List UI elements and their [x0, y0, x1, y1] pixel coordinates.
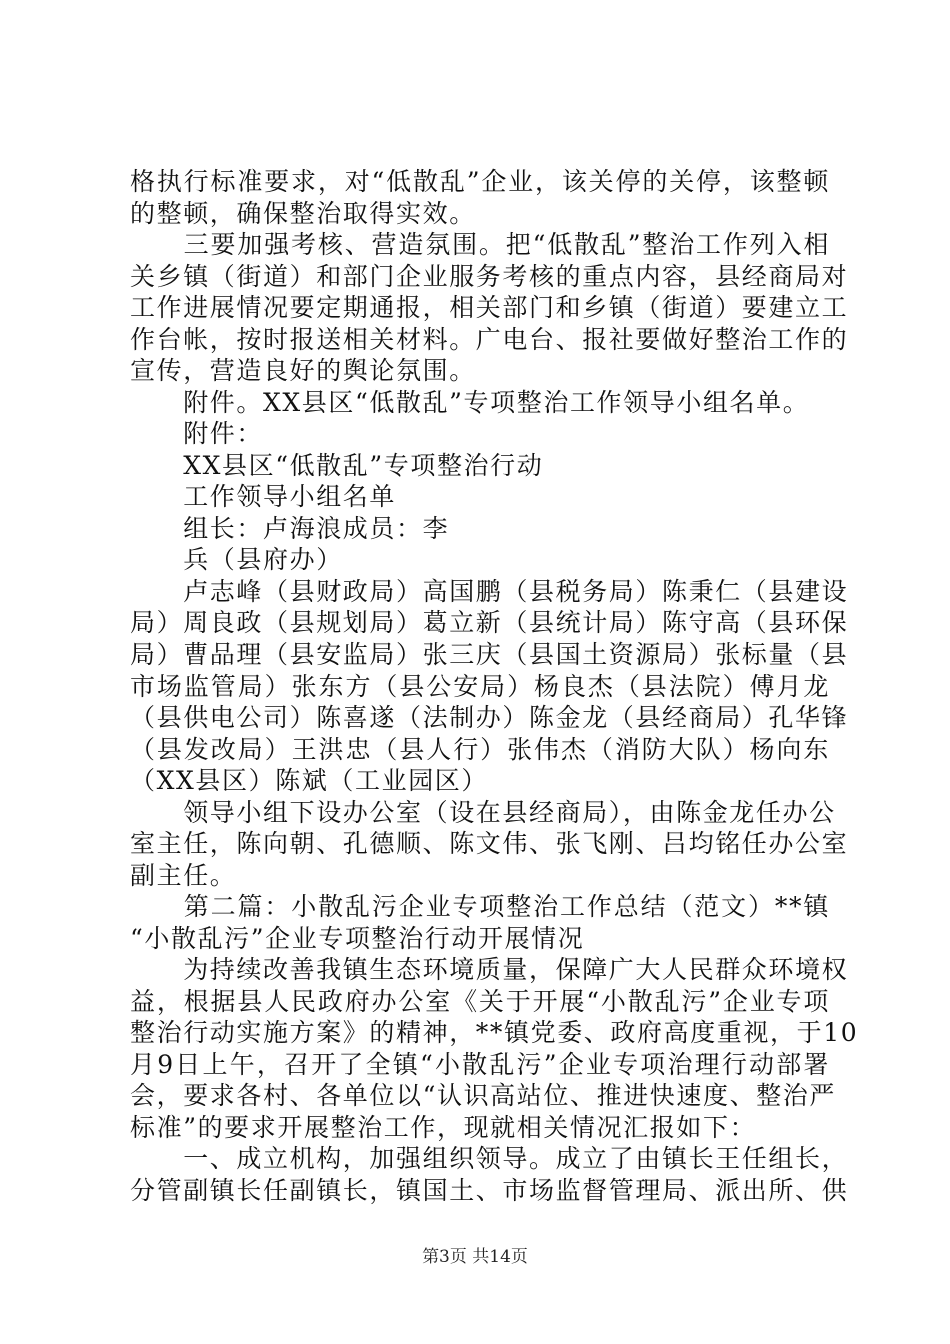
- text-line: 一、成立机构，加强组织领导。成立了由镇长王任组长，: [130, 1144, 849, 1174]
- text-line: 作台帐，按时报送相关材料。广电台、报社要做好整治工作的: [130, 324, 849, 354]
- text-line: （XX县区）陈斌（工业园区）: [130, 766, 488, 796]
- text-line: 关乡镇（街道）和部门企业服务考核的重点内容，县经商局对: [130, 261, 849, 291]
- text-line: （县发改局）王洪忠（县人行）张伟杰（消防大队）杨向东: [130, 734, 830, 764]
- text-line: 局）周良政（县规划局）葛立新（县统计局）陈守高（县环保: [130, 608, 849, 638]
- text-line: 的整顿，确保整治取得实效。: [130, 198, 476, 228]
- text-line: 益，根据县人民政府办公室《关于开展“小散乱污”企业专项: [130, 986, 830, 1016]
- text-line: 兵（县府办）: [130, 545, 343, 575]
- text-line: 整治行动实施方案》的精神，**镇党委、政府高度重视，于10: [130, 1018, 859, 1048]
- text-line: 组长：卢海浪成员：李: [130, 513, 450, 543]
- text-line: XX县区“低散乱”专项整治行动: [130, 450, 544, 480]
- text-line: 会，要求各村、各单位以“认识高站位、推进快速度、整治严: [130, 1081, 836, 1111]
- text-line: 工作领导小组名单: [130, 482, 397, 512]
- text-line: 副主任。: [130, 860, 237, 890]
- text-line: 卢志峰（县财政局）高国鹏（县税务局）陈秉仁（县建设: [130, 576, 849, 606]
- text-line: “小散乱污”企业专项整治行动开展情况: [130, 923, 585, 953]
- text-line: 市场监管局）张东方（县公安局）杨良杰（县法院）傅月龙: [130, 671, 830, 701]
- text-line: 附件：: [130, 419, 264, 449]
- text-line: 为持续改善我镇生态环境质量，保障广大人民群众环境权: [130, 955, 849, 985]
- text-line: 工作进展情况要定期通报，相关部门和乡镇（街道）要建立工: [130, 293, 849, 323]
- text-line: 标准”的要求开展整治工作，现就相关情况汇报如下：: [130, 1112, 757, 1142]
- text-line: 局）曹品理（县安监局）张三庆（县国土资源局）张标量（县: [130, 639, 849, 669]
- text-line: 格执行标准要求，对“低散乱”企业，该关停的关停，该整顿: [130, 167, 830, 196]
- text-line: 领导小组下设办公室（设在县经商局），由陈金龙任办公: [130, 797, 836, 827]
- text-line: 三要加强考核、营造氛围。把“低散乱”整治工作列入相: [130, 230, 830, 260]
- text-line: 月9日上午，召开了全镇“小散乱污”企业专项治理行动部署: [130, 1049, 830, 1079]
- text-line: （县供电公司）陈喜遂（法制办）陈金龙（县经商局）孔华锋: [130, 703, 849, 733]
- text-line: 分管副镇长任副镇长，镇国土、市场监督管理局、派出所、供: [130, 1176, 849, 1205]
- text-line: 宣传，营造良好的舆论氛围。: [130, 356, 476, 386]
- text-line: 第二篇：小散乱污企业专项整治工作总结（范文）**镇: [130, 892, 830, 922]
- page-number-footer: 第3页 共14页: [422, 1247, 528, 1267]
- text-line: 附件。XX县区“低散乱”专项整治工作领导小组名单。: [130, 387, 810, 417]
- text-line: 室主任，陈向朝、孔德顺、陈文伟、张飞刚、吕均铭任办公室: [130, 829, 849, 859]
